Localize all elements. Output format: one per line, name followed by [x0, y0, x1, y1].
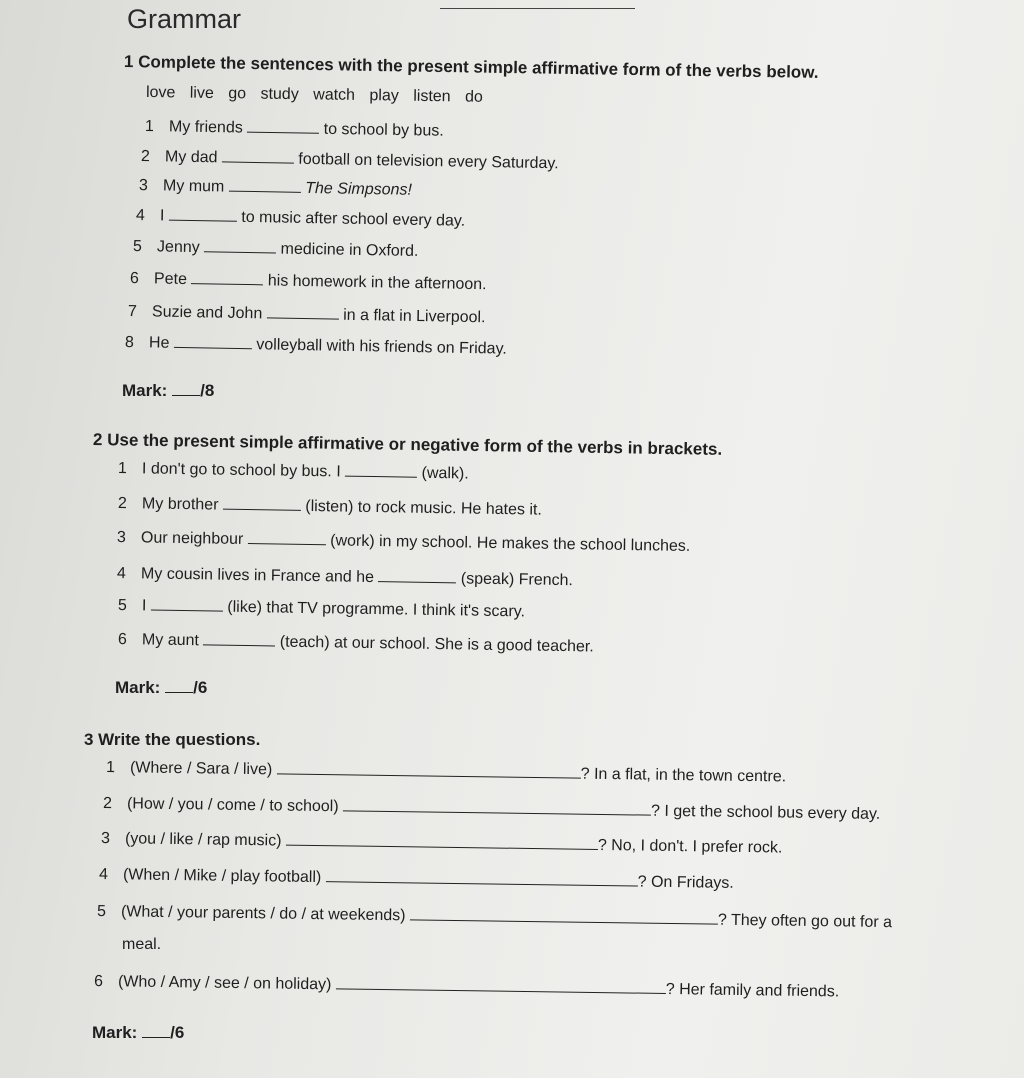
item-text: My friends — [168, 118, 243, 137]
item-text: I — [159, 207, 165, 225]
word-bank-item: watch — [313, 86, 356, 104]
word-bank-item: study — [260, 85, 299, 104]
item-text: My mum — [162, 177, 225, 196]
exercise-3-mark — [92, 1023, 184, 1043]
page-title: Grammar — [127, 4, 241, 34]
answer-blank[interactable] — [267, 305, 339, 319]
answer-blank[interactable] — [191, 271, 263, 285]
exercise-1-heading: 1 Complete the sentences with the present simple affirmative form of the verbs below. — [123, 52, 819, 82]
item-text: (Who / Amy / see / on holiday) — [117, 973, 332, 994]
exercise-1-item — [128, 303, 486, 327]
answer-blank[interactable] — [174, 335, 252, 349]
word-bank-item: go — [228, 85, 247, 103]
exercise-2-item — [117, 529, 691, 556]
item-text: I don't go to school by bus. I — [141, 460, 341, 481]
item-text: (When / Mike / play football) — [122, 866, 322, 887]
exercise-1-item — [141, 148, 559, 173]
item-text: his homework in the afternoon. — [267, 272, 487, 294]
item-text: He — [148, 334, 170, 352]
item-text: ? In a flat, in the town centre. — [580, 765, 787, 786]
item-text: to school by bus. — [323, 120, 444, 140]
item-text: (speak) French. — [460, 570, 574, 590]
exercise-2-item — [117, 565, 573, 590]
word-bank — [146, 84, 493, 107]
mark-label: Mark: — [115, 678, 161, 697]
item-text: ? On Fridays. — [637, 873, 734, 892]
mark-blank[interactable] — [142, 1025, 170, 1038]
item-text: The Simpsons! — [305, 179, 413, 199]
exercise-3-heading: 3 Write the questions. — [84, 730, 261, 749]
exercise-3-item — [101, 830, 783, 858]
item-text: My dad — [164, 148, 218, 167]
item-number: 3 — [100, 830, 111, 848]
item-text: (Where / Sara / live) — [129, 759, 273, 779]
item-text: (listen) to rock music. He hates it. — [305, 497, 542, 519]
exercise-3-item — [103, 795, 880, 824]
item-number: 6 — [129, 270, 140, 288]
word-bank-item: live — [189, 84, 214, 102]
answer-blank[interactable] — [223, 497, 301, 511]
mark-total: /6 — [193, 678, 208, 697]
item-number: 4 — [116, 565, 127, 583]
word-bank-item: listen — [413, 87, 451, 106]
item-text: ? They often go out for a — [717, 911, 893, 932]
item-text: (walk). — [421, 464, 469, 483]
item-number: 6 — [117, 631, 128, 649]
mark-total: /8 — [200, 381, 215, 400]
item-text: ? I get the school bus every day. — [650, 802, 881, 823]
item-text: Our neighbour — [140, 529, 244, 548]
answer-blank[interactable] — [286, 833, 598, 850]
item-number: 5 — [96, 903, 107, 921]
item-text: Pete — [153, 270, 188, 288]
answer-blank[interactable] — [336, 976, 666, 994]
item-number: 3 — [138, 177, 149, 195]
answer-blank[interactable] — [326, 869, 638, 886]
item-text: (teach) at our school. She is a good teacher. — [279, 633, 594, 656]
exercise-3-item — [106, 759, 786, 786]
word-bank-item: do — [464, 88, 483, 106]
item-text: football on television every Saturday. — [298, 150, 559, 173]
mark-label: Mark: — [92, 1023, 138, 1042]
exercise-2-item — [118, 495, 542, 520]
answer-blank[interactable] — [277, 761, 581, 778]
item-text: to music after school every day. — [241, 208, 466, 230]
mark-label: Mark: — [122, 381, 168, 400]
exercise-1-item — [130, 270, 487, 294]
item-text: Jenny — [156, 238, 200, 257]
item-number: 4 — [135, 207, 146, 225]
item-text: volleyball with his friends on Friday. — [256, 336, 507, 358]
answer-blank[interactable] — [248, 531, 326, 545]
answer-blank[interactable] — [222, 149, 294, 163]
exercise-3-item — [94, 973, 839, 1001]
mark-total: /6 — [170, 1023, 185, 1042]
item-text: ? No, I don't. I prefer rock. — [597, 836, 783, 857]
exercise-2-item — [118, 631, 594, 656]
answer-blank[interactable] — [247, 120, 319, 134]
exercise-3-item-continuation: meal. — [122, 936, 162, 953]
item-number: 2 — [117, 495, 128, 513]
top-rule — [440, 8, 635, 9]
exercise-1-mark — [122, 381, 214, 401]
answer-blank[interactable] — [378, 569, 456, 583]
item-text: in a flat in Liverpool. — [343, 306, 486, 327]
exercise-2-mark — [115, 678, 207, 698]
item-number: 2 — [102, 795, 113, 813]
exercise-1-item — [139, 177, 412, 200]
answer-blank[interactable] — [229, 179, 301, 193]
item-text: (like) that TV programme. I think it's scary. — [227, 598, 526, 621]
item-text: (How / you / come / to school) — [126, 795, 339, 816]
item-number: 4 — [98, 866, 109, 884]
item-number: 2 — [140, 148, 151, 166]
word-bank-item: love — [145, 84, 176, 102]
item-text: I — [141, 597, 147, 615]
exercise-1-item — [125, 334, 507, 359]
answer-blank[interactable] — [410, 907, 718, 924]
item-number: 1 — [117, 460, 128, 478]
exercise-1-item — [136, 207, 465, 231]
exercise-2-item — [118, 597, 525, 621]
exercise-3-item — [99, 866, 734, 893]
answer-blank[interactable] — [151, 598, 223, 612]
answer-blank[interactable] — [204, 239, 276, 253]
item-text: medicine in Oxford. — [280, 240, 419, 260]
exercise-2-item — [118, 460, 469, 484]
exercise-2-heading: 2 Use the present simple affirmative or negative form of the verbs in brackets. — [92, 430, 723, 459]
exercise-3-item — [97, 903, 892, 932]
answer-blank[interactable] — [345, 464, 417, 478]
mark-blank[interactable] — [172, 383, 200, 396]
answer-blank[interactable] — [169, 208, 237, 222]
item-number: 7 — [127, 303, 138, 321]
item-text: My brother — [141, 495, 219, 514]
item-number: 6 — [93, 973, 104, 991]
item-text: My cousin lives in France and he — [140, 565, 375, 587]
word-bank-item: play — [369, 87, 399, 105]
exercise-1-item — [145, 118, 444, 141]
item-text: (work) in my school. He makes the school lunches. — [330, 532, 691, 556]
mark-blank[interactable] — [165, 680, 193, 693]
answer-blank[interactable] — [343, 798, 651, 815]
item-number: 8 — [124, 334, 135, 352]
item-text: My aunt — [141, 631, 200, 650]
item-text: ? Her family and friends. — [665, 980, 840, 1001]
item-number: 3 — [116, 529, 127, 547]
item-text: (you / like / rap music) — [124, 830, 282, 850]
item-number: 5 — [132, 238, 143, 256]
item-number: 1 — [144, 118, 155, 136]
item-text: Suzie and John — [151, 303, 263, 323]
exercise-1-item — [133, 238, 419, 261]
answer-blank[interactable] — [203, 632, 275, 646]
item-text: (What / your parents / do / at weekends) — [120, 903, 406, 925]
item-number: 1 — [105, 759, 116, 777]
item-number: 5 — [117, 597, 128, 615]
